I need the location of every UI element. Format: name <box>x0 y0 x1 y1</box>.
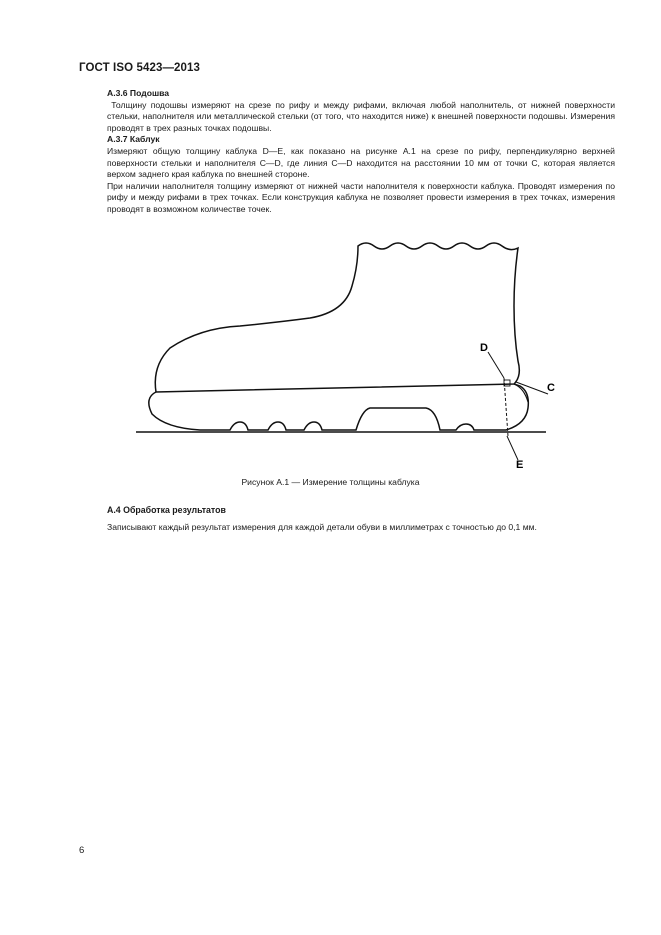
leader-d <box>488 352 504 378</box>
measure-line-de <box>504 378 508 436</box>
page-number: 6 <box>79 845 85 856</box>
label-c: C <box>547 382 555 394</box>
label-d: D <box>480 342 488 354</box>
figure-a1 <box>130 236 560 472</box>
figure-caption: Рисунок А.1 — Измерение толщины каблука <box>241 477 420 487</box>
section-a36 <box>107 88 615 216</box>
label-e: E <box>516 459 524 471</box>
paragraph-a37-2-text: При наличии наполнителя толщину измеряют от нижней части наполнителя к поверхности каблука. Проводят измерения по рифу и между рифами в трех точках. Если конструкция каблука не позволяет провести измерения в трех точках, измерения проводят в возможном количестве точек. <box>107 180 615 214</box>
boot-drawing <box>130 236 560 472</box>
heading-a37: А.3.7 Каблук <box>107 134 160 145</box>
paragraph-a37-2 <box>107 181 615 216</box>
boot-upper <box>155 243 519 392</box>
paragraph-a36 <box>107 100 615 135</box>
standard-designation: ГОСТ ISO 5423—2013 <box>79 62 201 74</box>
leader-e <box>507 436 518 460</box>
paragraph-a4: Записывают каждый результат измерения для каждой детали обуви в миллиметрах с точностью до 0,1 мм. <box>107 522 537 532</box>
heading-a36: А.3.6 Подошва <box>107 88 170 98</box>
heading-a4: А.4 Обработка результатов <box>107 505 226 515</box>
paragraph-a36-text: Толщину подошвы измеряют на срезе по рифу и между рифами, включая любой наполнитель, от нижней поверхности стельки, наполнителя или металлической стельки (от того, что находится ниже) к внешней поверхности подошвы. Измерения проводят в трех разных точках подошвы. <box>107 99 615 133</box>
paragraph-a37-1-text: Измеряют общую толщину каблука D—E, как показано на рисунке А.1 на срезе по рифу, перпендикулярно верхней поверхности стельки и наполнителя C—D, где линия C—D находится на расстоянии 10 мм от точки C, которая является верхом заднего края каблука по внешней стороне. <box>107 145 615 180</box>
paragraph-a37-1 <box>107 146 615 181</box>
